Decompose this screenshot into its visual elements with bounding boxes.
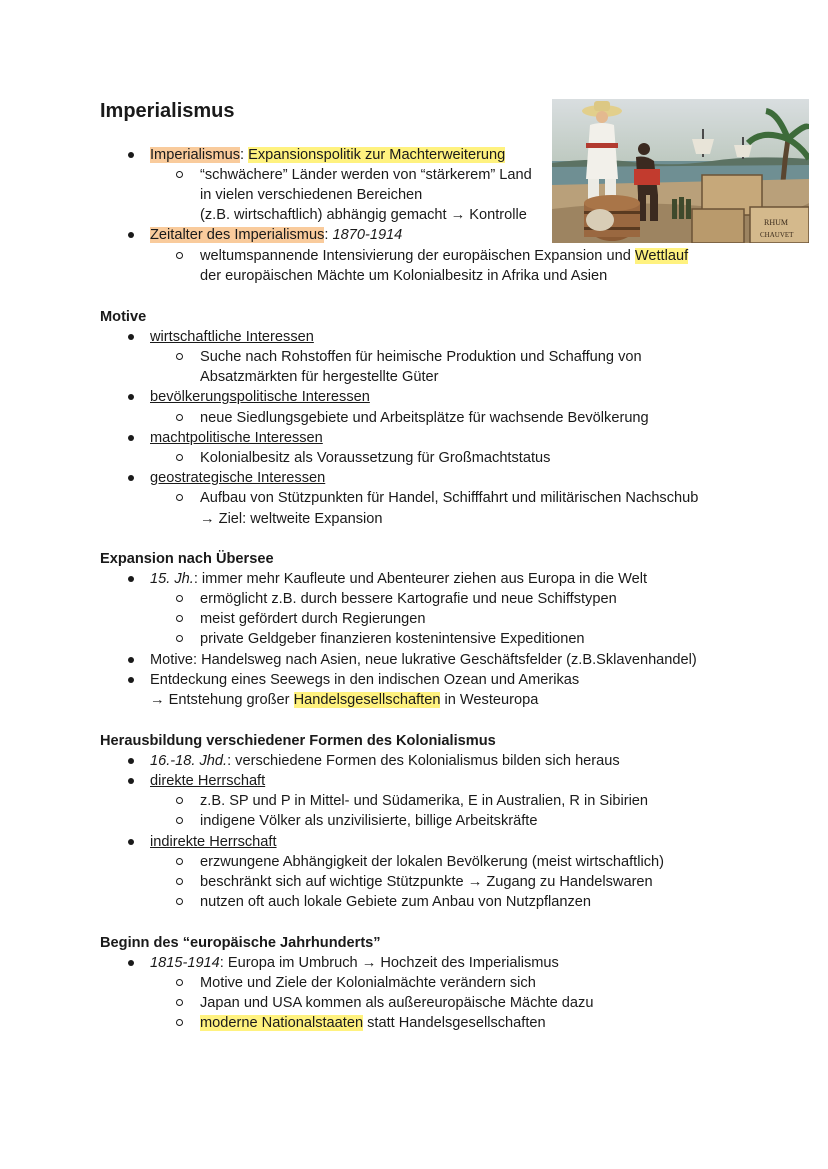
expansion-sub-2 — [200, 609, 426, 629]
text: → Entstehung großer — [150, 692, 294, 708]
text: Japan und USA kommen als außereuropäische Mächte dazu — [200, 995, 594, 1011]
intro-sub-bullet-1-line-2: in vielen verschiedenen Bereichen — [200, 187, 423, 203]
motive-economic: wirtschaftliche Interessen — [150, 329, 314, 345]
definition-imperialismus: Expansionspolitik zur Machterweiterung — [248, 147, 506, 163]
time: 15. Jh. — [150, 571, 194, 587]
motive-population-sub — [200, 408, 649, 428]
expansion-sub-1 — [200, 589, 617, 609]
text: beschränkt sich auf wichtige Stützpunkte → Zugang zu Handelswaren — [200, 874, 653, 890]
time: 16.-18. Jhd. — [150, 753, 228, 769]
text: : Europa im Umbruch → Hochzeit des Imperialismus — [219, 955, 559, 971]
motive-power: machtpolitische Interessen — [150, 430, 323, 446]
term-zeitalter: Zeitalter des Imperialismus — [150, 227, 325, 243]
text: Kolonialbesitz als Voraussetzung für Großmachtstatus — [200, 450, 551, 466]
intro-sub-bullet-2-line-2: der europäischen Mächte um Kolonialbesitz in Afrika und Asien — [200, 268, 608, 284]
motive-population: bevölkerungspolitische Interessen — [150, 389, 370, 405]
intro-sub-bullet-1-line-3: (z.B. wirtschaftlich) abhängig gemacht → Kontrolle — [200, 207, 527, 223]
heading-formen: Herausbildung verschiedener Formen des Kolonialismus — [100, 733, 496, 749]
term-wettlauf: Wettlauf — [634, 248, 689, 264]
motive-geostrategic: geostrategische Interessen — [150, 470, 326, 486]
text: erzwungene Abhängigkeit der lokalen Bevölkerung (meist wirtschaftlich) — [200, 854, 664, 870]
expansion-bullet-2: Motive: Handelsweg nach Asien, neue lukrative Geschäftsfelder (z.B.Sklavenhandel) — [150, 652, 697, 668]
formen-indirect-sub-3 — [200, 892, 591, 912]
formen-direct-sub-1 — [200, 791, 648, 811]
heading-beginn: Beginn des “europäische Jahrhunderts” — [100, 935, 381, 951]
intro-bullet-2 — [150, 225, 402, 245]
crate-label-chauvet: CHAUVET — [760, 231, 794, 239]
colon: : — [324, 227, 329, 243]
beginn-sub-3 — [200, 1013, 546, 1033]
formen-indirect-rule: indirekte Herrschaft — [150, 834, 277, 850]
text: Motive und Ziele der Kolonialmächte verändern sich — [200, 975, 536, 991]
motive-power-sub — [200, 448, 550, 468]
text: meist gefördert durch Regierungen — [200, 611, 426, 627]
text: z.B. SP und P in Mittel- und Südamerika, E in Australien, R in Sibirien — [200, 793, 649, 809]
expansion-bullet-3-line-2 — [150, 690, 538, 710]
expansion-bullet-1 — [150, 569, 647, 589]
formen-indirect-sub-1 — [200, 852, 664, 872]
text: : immer mehr Kaufleute und Abenteurer ziehen aus Europa in die Welt — [193, 571, 648, 587]
heading-expansion: Expansion nach Übersee — [100, 551, 274, 567]
formen-bullet-1 — [150, 751, 620, 771]
formen-direct-sub-2 — [200, 811, 537, 831]
text: ermöglicht z.B. durch bessere Kartografie und neue Schiffstypen — [200, 591, 617, 607]
text: weltumspannende Intensivierung der europäischen Expansion und — [200, 248, 635, 264]
motive-geostrategic-sub-line-2: → Ziel: weltweite Expansion — [200, 511, 383, 527]
term-imperialismus: Imperialismus — [150, 147, 241, 163]
heading-motive: Motive — [100, 309, 147, 325]
text: indigene Völker als unzivilisierte, billige Arbeitskräfte — [200, 813, 538, 829]
time: 1815-1914 — [150, 955, 220, 971]
beginn-bullet-1 — [150, 953, 559, 973]
text: in Westeuropa — [440, 692, 539, 708]
intro-bullet-1 — [150, 145, 505, 165]
text: : verschiedene Formen des Kolonialismus bilden sich heraus — [227, 753, 620, 769]
formen-direct-rule: direkte Herrschaft — [150, 773, 266, 789]
text: statt Handelsgesellschaften — [363, 1015, 546, 1031]
beginn-sub-2 — [200, 993, 593, 1013]
colonial-trade-illustration — [552, 99, 809, 243]
motive-economic-sub — [200, 347, 642, 367]
expansion-bullet-3: Entdeckung eines Seewegs in den indischen Ozean und Amerikas — [150, 672, 580, 688]
illustration-svg — [552, 99, 809, 243]
expansion-sub-3 — [200, 629, 585, 649]
term-handelsgesellschaften: Handelsgesellschaften — [293, 692, 441, 708]
text: nutzen oft auch lokale Gebiete zum Anbau von Nutzpflanzen — [200, 894, 592, 910]
years: 1870-1914 — [332, 227, 403, 243]
crate-label-rhum: RHUM — [764, 218, 789, 227]
page-title: Imperialismus — [100, 100, 235, 122]
beginn-sub-1 — [200, 973, 536, 993]
colon: : — [240, 147, 245, 163]
text: neue Siedlungsgebiete und Arbeitsplätze für wachsende Bevölkerung — [200, 410, 649, 426]
intro-sub-bullet-1 — [200, 165, 532, 185]
text: private Geldgeber finanzieren kostenintensive Expeditionen — [200, 631, 585, 647]
term-nationalstaaten: moderne Nationalstaaten — [200, 1015, 364, 1031]
intro-sub-bullet-2 — [200, 246, 688, 266]
formen-indirect-sub-2 — [200, 872, 653, 892]
motive-economic-sub-line-2: Absatzmärkten für hergestellte Güter — [200, 369, 439, 385]
text: Aufbau von Stützpunkten für Handel, Schifffahrt und militärischen Nachschub — [200, 490, 699, 506]
motive-geostrategic-sub — [200, 488, 698, 508]
text: “schwächere” Länder werden von “stärkerem” Land — [200, 167, 532, 183]
text: Suche nach Rohstoffen für heimische Produktion und Schaffung von — [200, 349, 642, 365]
